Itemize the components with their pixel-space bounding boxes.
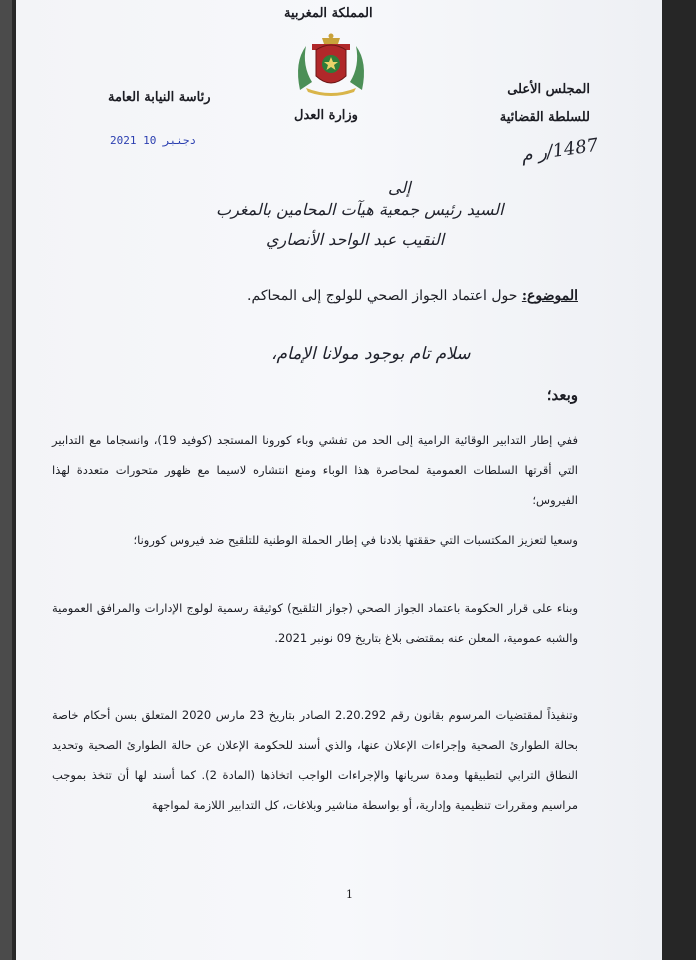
addressee-intro: إلى [388, 178, 411, 197]
date-stamp: 2021 دجنبر 10 [110, 134, 197, 147]
salutation-transition: وبعد؛ [546, 386, 578, 404]
moroccan-coat-of-arms-icon [292, 32, 370, 98]
subject-line [247, 288, 578, 304]
recipient-name: النقيب عبد الواحد الأنصاري [266, 230, 445, 249]
public-prosecution-presidency-label: رئاسة النيابة العامة [108, 90, 211, 105]
reference-number: 1487/ر م [519, 134, 600, 167]
subject-label: الموضوع: [521, 288, 578, 304]
letter-page [16, 0, 662, 960]
page-number: 1 [346, 888, 353, 901]
body-paragraph: وسعيا لتعزيز المكتسبات التي حققتها بلادنا في إطار الحملة الوطنية للتلقيح ضد فيروس كورونا؛ [133, 533, 578, 547]
superior-council-label-line1: المجلس الأعلى [507, 82, 590, 97]
kingdom-heading: المملكة المغربية [284, 6, 373, 21]
body-paragraph: ففي إطار التدابير الوقائية الرامية إلى الحد من تفشي وباء كورونا المستجد (كوفيد 19)، وانسجاما مع التدابير التي أقرتها السلطات العمومية لمحاصرة هذا الوباء ومنع انتشاره لاسيما مع ظهور متحورات متعددة لهذا الفيروس؛ [52, 433, 578, 507]
greeting: سلام تام بوجود مولانا الإمام، [271, 344, 471, 364]
body-paragraph: وتنفيذاً لمقتضيات المرسوم بقانون رقم 2.20.292 الصادر بتاريخ 23 مارس 2020 المتعلق بسن أحكام خاصة بحالة الطوارئ الصحية وإجراءات الإعلان عنها، والذي أسند للحكومة الإعلان عن حالة الطوارئ الصحية وتحديد النطاق الترابي لتطبيقها ومدة سريانها والإجراءات الواجب اتخاذها (المادة 2). كما أسند لها أن تتخذ بموجب مراسيم ومقررات تنظيمية وإدارية، أو بواسطة مناشير وبلاغات، كل التدابير اللازمة لمواجهة [52, 708, 579, 812]
body-paragraph: وبناء على قرار الحكومة باعتماد الجواز الصحي (جواز التلقيح) كوثيقة رسمية لولوج الإدارات والمرافق العمومية والشبه عمومية، المعلن عنه بمقتضى بلاغ بتاريخ 09 نونبر 2021. [52, 601, 578, 645]
background-edge [662, 0, 696, 960]
recipient-title: السيد رئيس جمعية هيآت المحامين بالمغرب [216, 200, 504, 219]
superior-council-label-line2: للسلطة القضائية [499, 110, 590, 125]
subject-text: حول اعتماد الجواز الصحي للولوج إلى المحاكم. [247, 288, 522, 304]
ministry-of-justice-label: وزارة العدل [294, 108, 358, 123]
